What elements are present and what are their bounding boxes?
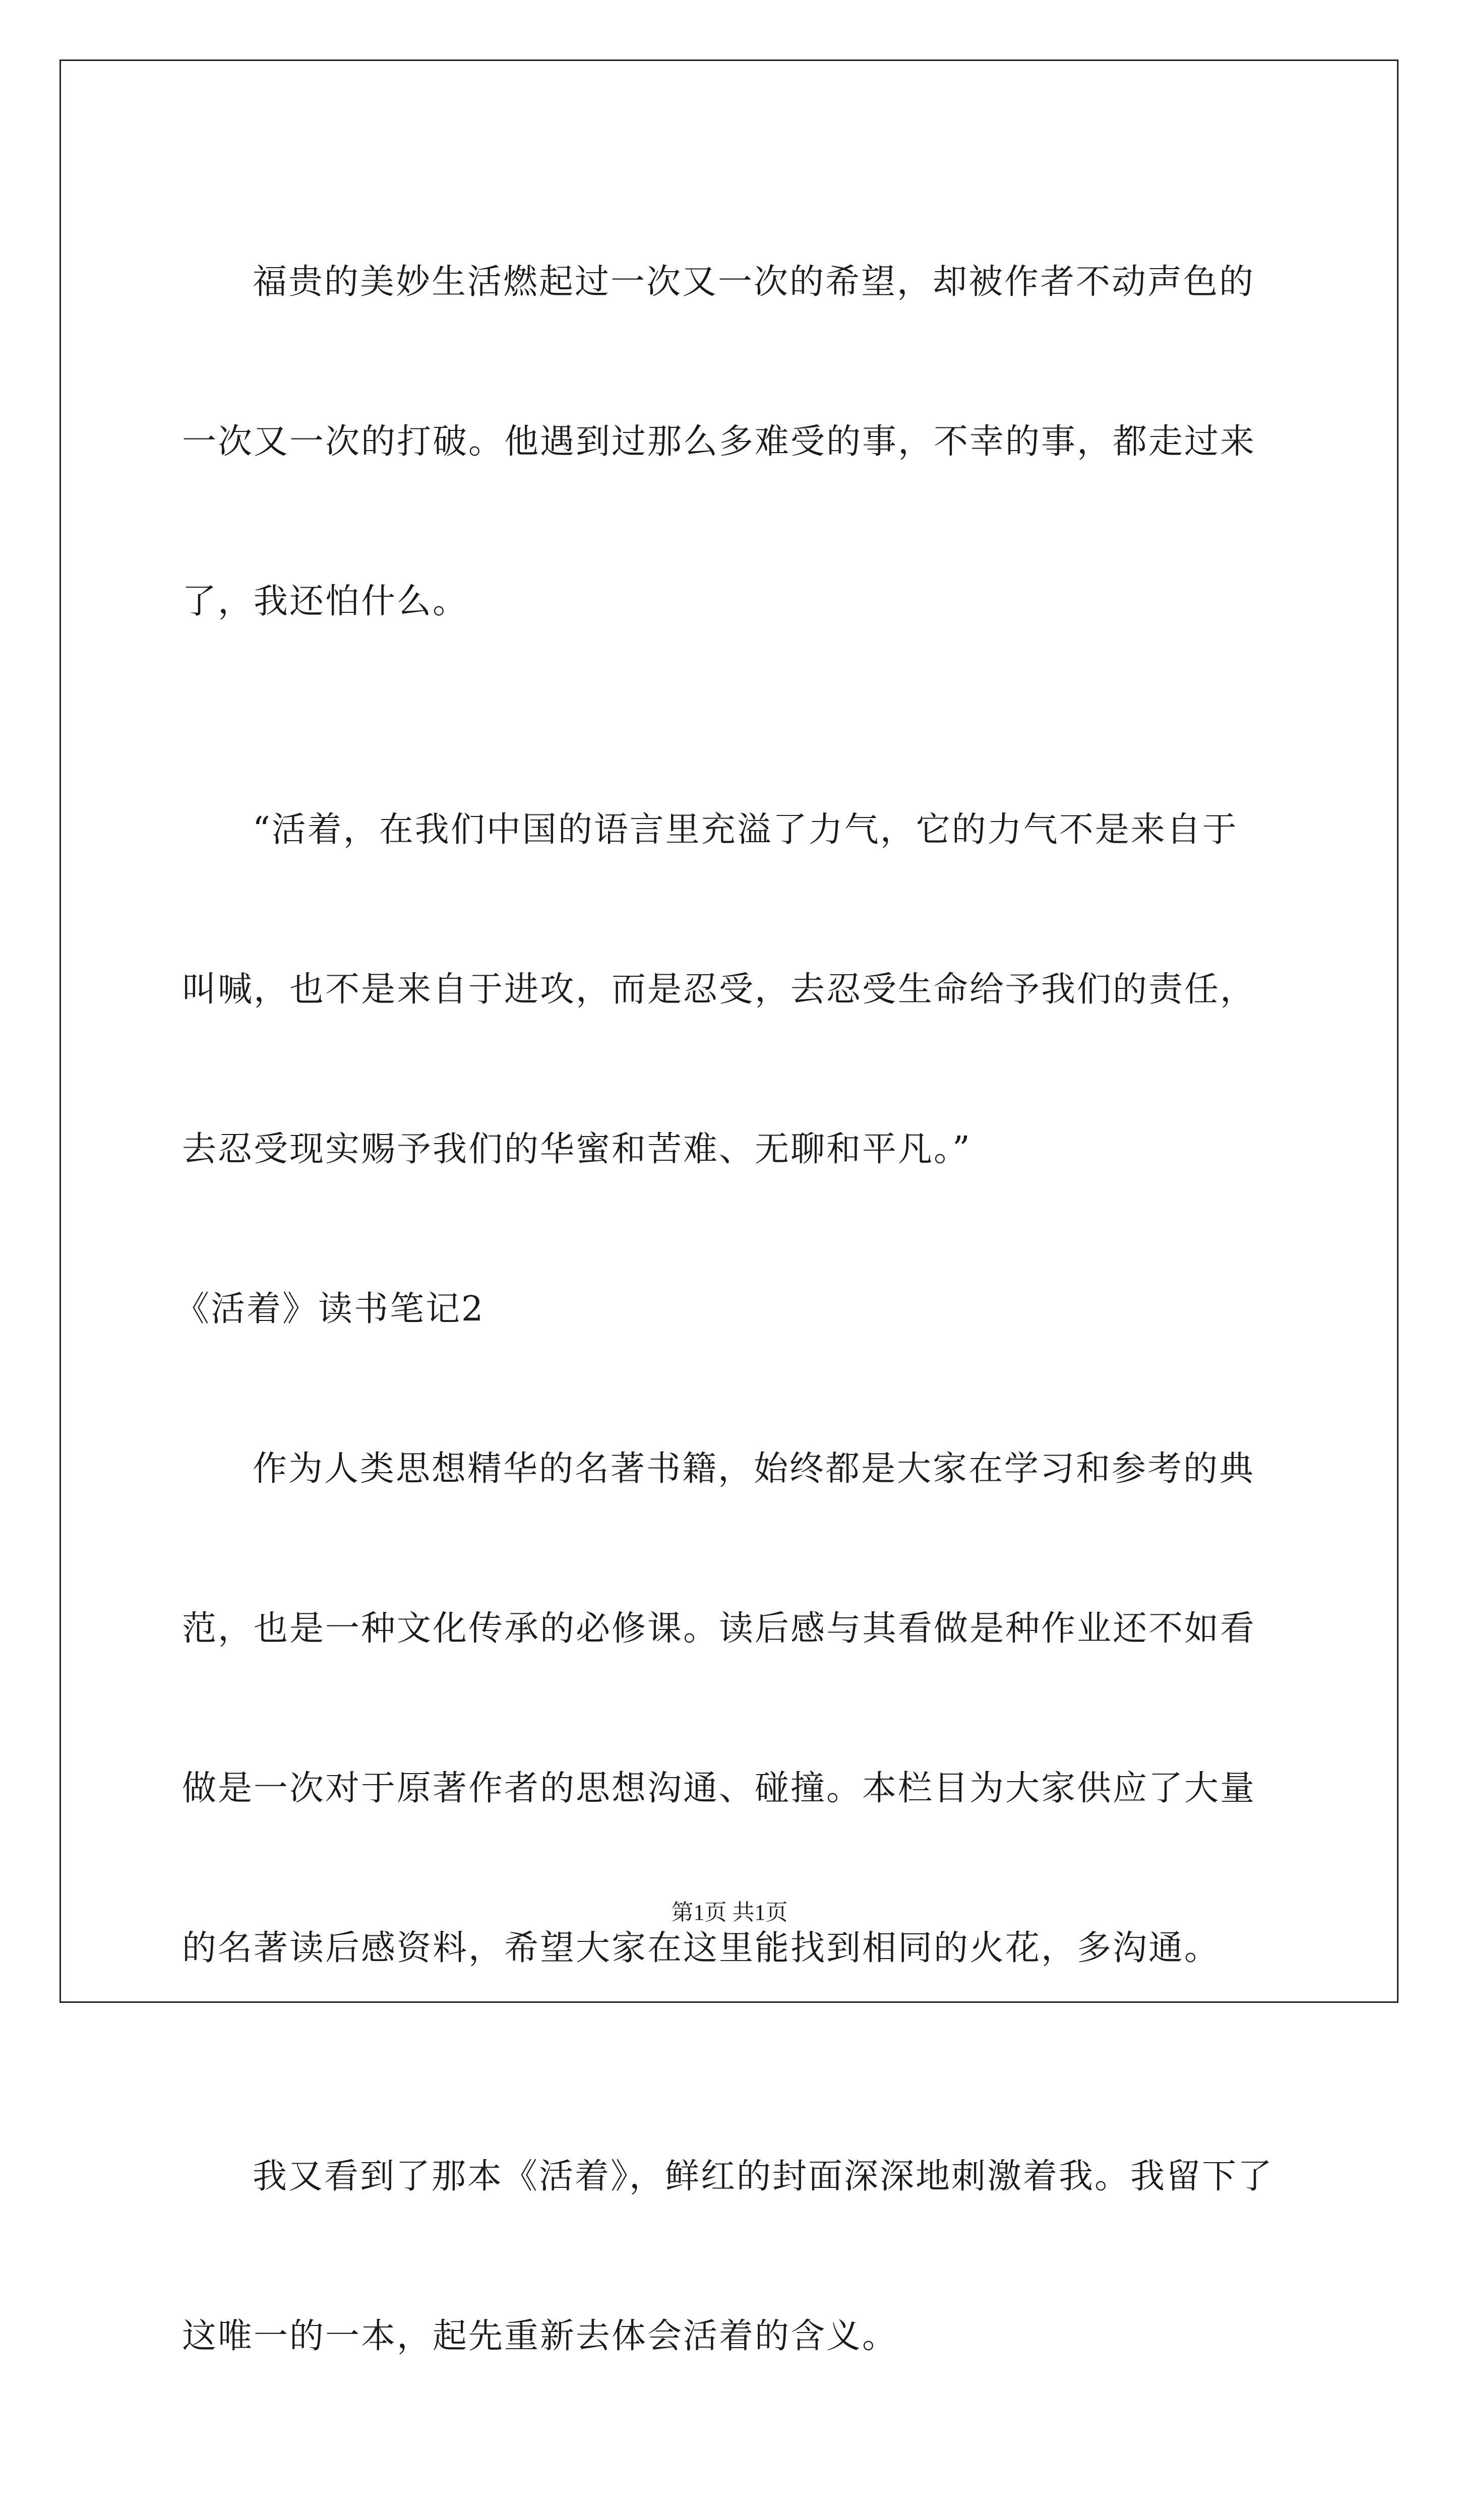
text-line: 了，我还怕什么。: [182, 582, 469, 621]
text-line: 这唯一的一本，起先重新去体会活着的含义。: [182, 2316, 898, 2356]
page-footer: 第1页 共1页: [671, 1900, 788, 1925]
text-line: 做是一次对于原著作者的思想沟通、碰撞。本栏目为大家供应了大量: [182, 1769, 1256, 1808]
document-body: [175, 197, 1316, 2520]
text-line: 一次又一次的打破。他遇到过那么多难受的事，不幸的事，都走过来: [182, 422, 1256, 462]
text-line: “活着，在我们中国的语言里充溢了力气，它的力气不是来自于: [253, 810, 1238, 850]
text-line: 的名著读后感资料，希望大家在这里能找到相同的火花，多沟通。: [182, 1928, 1221, 1968]
text-line: 叫喊，也不是来自于进攻，而是忍受，去忍受生命给予我们的责任，: [182, 970, 1256, 1010]
paragraph: [182, 2479, 1316, 2520]
paragraph: [182, 744, 1316, 1292]
text-line: 去忍受现实赐予我们的华蜜和苦难、无聊和平凡。”: [182, 1129, 971, 1169]
paragraph: [182, 197, 1316, 744]
text-line: 我又看到了那本《活着》，鲜红的封面深深地刺激着我。我留下了: [253, 2157, 1274, 2196]
paragraph: [182, 1383, 1316, 2091]
text-line: 范，也是一种文化传承的必修课。读后感与其看做是种作业还不如看: [182, 1609, 1256, 1649]
text-line: 作为人类思想精华的名著书籍，始终都是大家在学习和参考的典: [253, 1449, 1255, 1489]
text-line: 福贵的美妙生活燃起过一次又一次的希望，却被作者不动声色的: [253, 262, 1255, 302]
paragraph: [182, 2091, 1316, 2479]
section-heading: 《活着》读书笔记2: [175, 1289, 485, 1329]
